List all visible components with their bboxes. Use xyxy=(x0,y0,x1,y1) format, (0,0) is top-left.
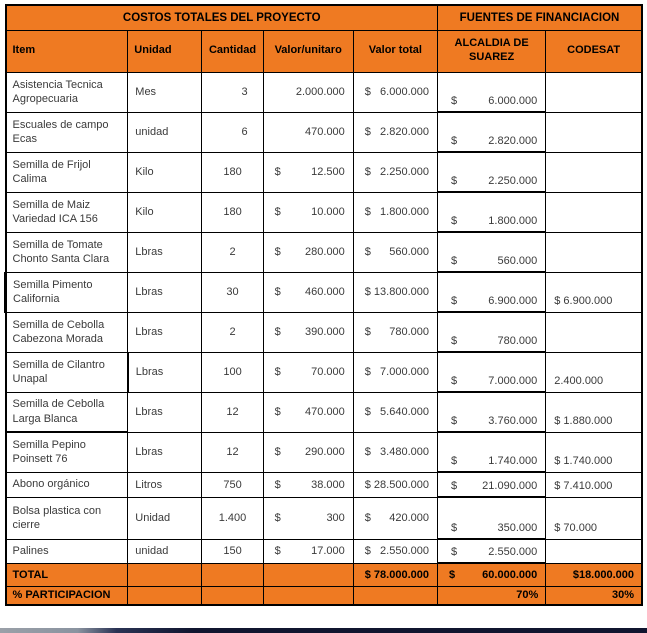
cell-alcaldia xyxy=(437,472,545,497)
cell-valor-unitario xyxy=(263,72,353,112)
table-row xyxy=(6,472,643,497)
cell-codesat: $ 70.000 xyxy=(546,497,642,539)
cell-alcaldia xyxy=(437,112,545,152)
col-header-codesat: CODESAT xyxy=(546,30,642,72)
col-header-alcaldia: ALCALDIA DE SUAREZ xyxy=(437,30,545,72)
total-alcaldia-cell xyxy=(437,563,545,586)
valor-total-value: 2.550.000 xyxy=(380,545,429,557)
cell-valor-unitario xyxy=(263,352,353,392)
valor-unitario-currency: $ xyxy=(274,286,281,298)
alcaldia-currency: $ xyxy=(450,522,458,534)
valor-total-currency: $ xyxy=(364,246,371,258)
valor-total-currency: $ xyxy=(364,446,371,458)
cell-alcaldia xyxy=(437,232,545,272)
cell-valor-total xyxy=(353,112,437,152)
valor-unitario-currency: $ xyxy=(274,366,281,378)
participacion-unidad-cell xyxy=(128,586,202,605)
alcaldia-value: 6.000.000 xyxy=(488,95,538,107)
cell-codesat xyxy=(546,72,642,112)
alcaldia-currency: $ xyxy=(450,135,458,147)
total-alcaldia-value: 60.000.000 xyxy=(482,568,538,581)
participacion-codesat-value: 30% xyxy=(546,586,642,605)
valor-unitario-value: 460.000 xyxy=(305,286,345,298)
table-row xyxy=(6,232,643,272)
table-row xyxy=(6,152,643,192)
total-codesat-cell: $18.000.000 xyxy=(546,563,642,586)
participacion-valor-total-cell xyxy=(353,586,437,605)
cell-valor-unitario xyxy=(263,232,353,272)
alcaldia-value: 1.740.000 xyxy=(488,455,538,467)
table-body xyxy=(6,72,643,563)
cell-unidad: Lbras xyxy=(128,232,202,272)
cell-valor-total xyxy=(353,497,437,539)
valor-total-currency: $ xyxy=(364,206,371,218)
cell-valor-total xyxy=(353,352,437,392)
group-header-row xyxy=(6,5,643,30)
table-row xyxy=(6,272,643,312)
cell-item: Semilla Pimento California xyxy=(6,272,128,312)
cell-cantidad: 180 xyxy=(202,152,263,192)
cell-alcaldia xyxy=(437,392,545,432)
cell-valor-unitario xyxy=(263,539,353,563)
cell-cantidad: 2 xyxy=(202,312,263,352)
cell-unidad: unidad xyxy=(128,539,202,563)
alcaldia-value: 1.800.000 xyxy=(488,215,538,227)
cell-alcaldia xyxy=(437,352,545,392)
alcaldia-currency: $ xyxy=(450,455,458,467)
valor-unitario-currency: $ xyxy=(274,545,281,557)
cell-unidad: unidad xyxy=(128,112,202,152)
valor-total-currency: $ xyxy=(364,166,371,178)
cell-valor-total xyxy=(353,192,437,232)
valor-unitario-value: 70.000 xyxy=(311,366,345,378)
valor-total-value: 5.640.000 xyxy=(380,406,429,418)
project-costs-table xyxy=(4,4,643,606)
cell-codesat: $ 6.900.000 xyxy=(546,272,642,312)
alcaldia-currency: $ xyxy=(450,175,458,187)
col-header-valor-unitario: Valor/unitaro xyxy=(263,30,353,72)
valor-unitario-value: 10.000 xyxy=(311,206,345,218)
table-row xyxy=(6,352,643,392)
valor-total-currency: $ xyxy=(364,86,371,98)
alcaldia-value: 2.250.000 xyxy=(488,175,538,187)
alcaldia-currency: $ xyxy=(450,295,458,307)
cell-item: Palines xyxy=(6,539,128,563)
participacion-label: % PARTICIPACION xyxy=(6,586,128,605)
valor-total-value: 2.820.000 xyxy=(380,126,429,138)
valor-unitario-value: 470.000 xyxy=(305,126,345,138)
valor-total-currency: $ xyxy=(364,126,371,138)
alcaldia-value: 780.000 xyxy=(497,335,538,347)
valor-total-value: 560.000 xyxy=(389,246,429,258)
valor-unitario-currency: $ xyxy=(274,206,281,218)
cell-alcaldia xyxy=(437,72,545,112)
cell-valor-total xyxy=(353,72,437,112)
cell-unidad: Kilo xyxy=(128,152,202,192)
cell-cantidad: 30 xyxy=(202,272,263,312)
total-valor-total-cell xyxy=(353,563,437,586)
cell-cantidad: 2 xyxy=(202,232,263,272)
valor-total-currency: $ xyxy=(364,512,371,524)
total-valor-total-value: 78.000.000 xyxy=(373,568,429,581)
cell-codesat xyxy=(546,232,642,272)
alcaldia-currency: $ xyxy=(450,415,458,427)
table-footer xyxy=(6,563,643,605)
cell-item: Semilla de Frijol Calima xyxy=(6,152,128,192)
fuentes-group-header: FUENTES DE FINANCIACION xyxy=(437,5,642,30)
alcaldia-value: 3.760.000 xyxy=(488,415,538,427)
table-row xyxy=(6,497,643,539)
cell-item: Semilla de Maiz Variedad ICA 156 xyxy=(6,192,128,232)
cell-unidad: Lbras xyxy=(128,272,202,312)
alcaldia-currency: $ xyxy=(450,335,458,347)
cantidad-label: Cantidad xyxy=(208,44,257,57)
cell-valor-total xyxy=(353,472,437,497)
valor-unitario-value: 470.000 xyxy=(305,406,345,418)
cell-valor-unitario xyxy=(263,152,353,192)
table-row xyxy=(6,72,643,112)
valor-total-value: 780.000 xyxy=(389,326,429,338)
alcaldia-value: 2.550.000 xyxy=(488,546,538,558)
cell-unidad: Lbras xyxy=(128,392,202,432)
cell-unidad: Mes xyxy=(128,72,202,112)
cell-cantidad: 12 xyxy=(202,432,263,472)
table-row xyxy=(6,392,643,432)
table-row xyxy=(6,432,643,472)
valor-total-currency: $ xyxy=(364,286,371,298)
total-unidad-cell xyxy=(128,563,202,586)
alcaldia-currency: $ xyxy=(450,480,458,492)
participacion-alcaldia-value: 70% xyxy=(437,586,545,605)
cell-alcaldia xyxy=(437,312,545,352)
cell-alcaldia xyxy=(437,152,545,192)
alcaldia-currency: $ xyxy=(450,215,458,227)
valor-total-currency: $ xyxy=(364,326,371,338)
total-label: TOTAL xyxy=(6,563,128,586)
valor-unitario-value: 17.000 xyxy=(311,545,345,557)
alcaldia-currency: $ xyxy=(450,95,458,107)
valor-unitario-value: 300 xyxy=(326,512,345,524)
cell-valor-total xyxy=(353,392,437,432)
column-header-row xyxy=(6,30,643,72)
valor-total-currency: $ xyxy=(364,406,371,418)
valor-total-value: 7.000.000 xyxy=(380,366,429,378)
table-header xyxy=(6,5,643,72)
cell-alcaldia xyxy=(437,539,545,563)
cell-valor-total xyxy=(353,152,437,192)
table-row xyxy=(6,312,643,352)
cell-codesat xyxy=(546,539,642,563)
cell-valor-unitario xyxy=(263,112,353,152)
cell-cantidad: 12 xyxy=(202,392,263,432)
table-row xyxy=(6,112,643,152)
valor-total-currency: $ xyxy=(364,545,371,557)
valor-total-value: 6.000.000 xyxy=(380,86,429,98)
valor-unitario-value: 390.000 xyxy=(305,326,345,338)
valor-unitario-value: 2.000.000 xyxy=(295,86,345,98)
alcaldia-currency: $ xyxy=(450,546,458,558)
alcaldia-value: 6.900.000 xyxy=(488,295,538,307)
valor-total-value: 13.800.000 xyxy=(373,286,429,298)
cell-valor-unitario xyxy=(263,392,353,432)
alcaldia-value: 350.000 xyxy=(497,522,538,534)
cell-item: Semilla de Cebolla Cabezona Morada xyxy=(6,312,128,352)
cell-valor-total xyxy=(353,272,437,312)
cell-valor-unitario xyxy=(263,312,353,352)
cell-cantidad: 6 xyxy=(202,112,263,152)
cell-alcaldia xyxy=(437,497,545,539)
cell-alcaldia xyxy=(437,192,545,232)
cell-valor-unitario xyxy=(263,192,353,232)
cell-unidad: Unidad xyxy=(128,497,202,539)
valor-total-value: 28.500.000 xyxy=(373,478,429,491)
cell-valor-total xyxy=(353,432,437,472)
cell-codesat: 2.400.000 xyxy=(546,352,642,392)
table-row xyxy=(6,192,643,232)
cell-valor-total xyxy=(353,539,437,563)
participacion-valor-unitario-cell xyxy=(263,586,353,605)
cell-valor-unitario xyxy=(263,497,353,539)
cell-valor-unitario xyxy=(263,272,353,312)
cell-item: Bolsa plastica con cierre xyxy=(6,497,128,539)
col-header-item: Item xyxy=(6,30,128,72)
total-valor-total-currency: $ xyxy=(364,568,371,581)
valor-unitario-currency: $ xyxy=(274,166,281,178)
cell-valor-total xyxy=(353,232,437,272)
col-header-valor-total: Valor total xyxy=(353,30,437,72)
cell-cantidad: 3 xyxy=(202,72,263,112)
cell-alcaldia xyxy=(437,432,545,472)
cell-codesat xyxy=(546,152,642,192)
valor-total-value: 420.000 xyxy=(389,512,429,524)
cell-unidad: Lbras xyxy=(128,352,202,392)
cell-item: Escuales de campo Ecas xyxy=(6,112,128,152)
valor-unitario-currency: $ xyxy=(274,246,281,258)
cell-cantidad: 100 xyxy=(202,352,263,392)
cell-codesat: $ 1.880.000 xyxy=(546,392,642,432)
valor-total-value: 3.480.000 xyxy=(380,446,429,458)
valor-unitario-value: 38.000 xyxy=(311,478,345,491)
cell-codesat xyxy=(546,312,642,352)
alcaldia-currency: $ xyxy=(450,375,458,387)
cell-codesat: $ 7.410.000 xyxy=(546,472,642,497)
cell-alcaldia xyxy=(437,272,545,312)
valor-unitario-value: 290.000 xyxy=(305,446,345,458)
table-row xyxy=(6,539,643,563)
costos-group-header: COSTOS TOTALES DEL PROYECTO xyxy=(6,5,438,30)
page-bottom-rule xyxy=(0,628,647,633)
valor-unitario-currency: $ xyxy=(274,446,281,458)
participacion-row xyxy=(6,586,643,605)
valor-unitario-currency: $ xyxy=(274,512,281,524)
cell-valor-unitario xyxy=(263,472,353,497)
cell-cantidad: 150 xyxy=(202,539,263,563)
alcaldia-value: 2.820.000 xyxy=(488,135,538,147)
total-cantidad-cell xyxy=(202,563,263,586)
total-valor-unitario-cell xyxy=(263,563,353,586)
cell-unidad: Kilo xyxy=(128,192,202,232)
valor-total-value: 1.800.000 xyxy=(380,206,429,218)
cell-item: Asistencia Tecnica Agropecuaria xyxy=(6,72,128,112)
valor-total-currency: $ xyxy=(364,366,371,378)
total-row xyxy=(6,563,643,586)
col-header-cantidad xyxy=(202,30,263,72)
cell-item: Semilla Pepino Poinsett 76 xyxy=(6,432,128,472)
cell-codesat xyxy=(546,112,642,152)
total-alcaldia-currency: $ xyxy=(448,568,456,581)
cell-item: Semilla de Tomate Chonto Santa Clara xyxy=(6,232,128,272)
cell-cantidad: 180 xyxy=(202,192,263,232)
alcaldia-value: 7.000.000 xyxy=(488,375,538,387)
valor-total-value: 2.250.000 xyxy=(380,166,429,178)
cell-valor-unitario xyxy=(263,432,353,472)
cell-unidad: Lbras xyxy=(128,312,202,352)
participacion-cantidad-cell xyxy=(202,586,263,605)
valor-unitario-currency: $ xyxy=(274,406,281,418)
cell-cantidad: 750 xyxy=(202,472,263,497)
cell-item: Semilla de Cilantro Unapal xyxy=(6,352,128,392)
alcaldia-currency: $ xyxy=(450,255,458,267)
alcaldia-value: 560.000 xyxy=(497,255,538,267)
valor-unitario-currency: $ xyxy=(274,478,281,491)
valor-unitario-value: 12.500 xyxy=(311,166,345,178)
cell-valor-total xyxy=(353,312,437,352)
valor-unitario-value: 280.000 xyxy=(305,246,345,258)
cell-item: Semilla de Cebolla Larga Blanca xyxy=(6,392,128,432)
cell-codesat xyxy=(546,192,642,232)
cell-item: Abono orgánico xyxy=(6,472,128,497)
alcaldia-value: 21.090.000 xyxy=(482,480,538,492)
cell-codesat: $ 1.740.000 xyxy=(546,432,642,472)
cell-unidad: Lbras xyxy=(128,432,202,472)
valor-total-currency: $ xyxy=(364,478,371,491)
col-header-unidad: Unidad xyxy=(128,30,202,72)
cell-cantidad: 1.400 xyxy=(202,497,263,539)
cell-unidad: Litros xyxy=(128,472,202,497)
valor-unitario-currency: $ xyxy=(274,326,281,338)
